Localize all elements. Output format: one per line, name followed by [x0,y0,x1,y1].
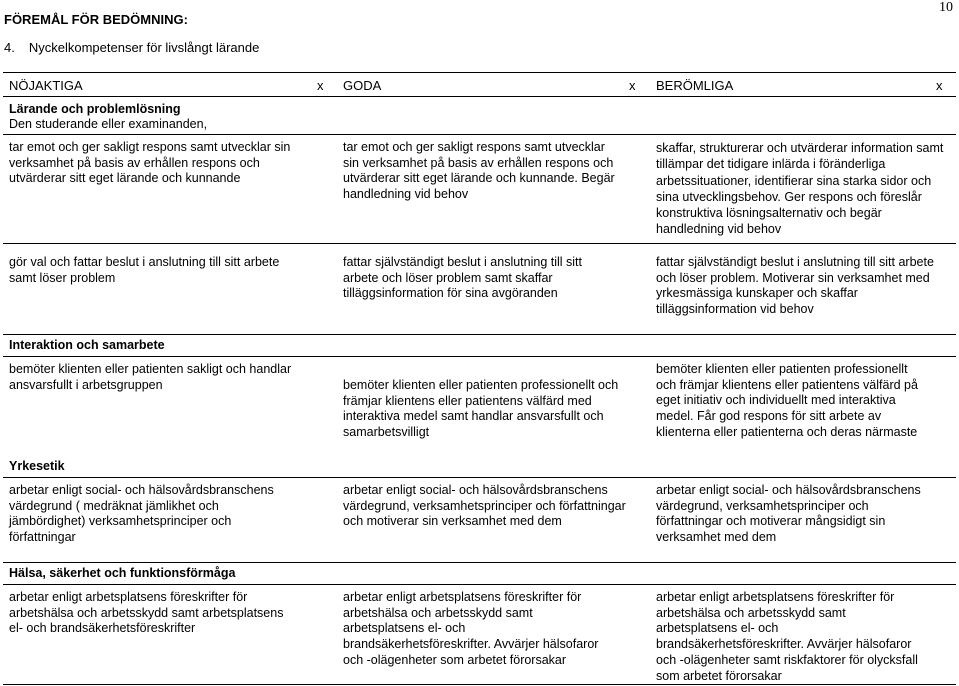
section-rule [3,356,956,357]
column-header-goda: GODA [343,78,382,93]
column-mark-goda: x [629,78,636,93]
criterion-bermliga: arbetar enligt social- och hälsovårdsbranschens värdegrund, verksamhetsprinciper och författningar och motiverar mångsidigt sin verksamhet med dem [656,483,921,545]
page-number: 10 [939,0,953,15]
section-rule [3,562,956,563]
section-title-interaktion: Interaktion och samarbete [9,338,165,352]
criterion-goda: bemöter klienten eller patienten professionellt och främjar klientens eller patientens välfärd med interaktiva medel samt handlar ansvarsfullt och samarbetsvilligt [343,378,619,440]
page-heading: FÖREMÅL FÖR BEDÖMNING: [4,12,188,27]
criterion-goda: arbetar enligt arbetsplatsens föreskrifter för arbetshälsa och arbetsskydd samt arbetsplatsens el- och brandsäkerhetsföreskrifter. Avvärjer hälsofaror och -olägenheter som arbetet förorsakar [343,590,599,667]
criterion-nojaktiga: arbetar enligt social- och hälsovårdsbranschens värdegrund ( medräknat jämlikhet och jämbördighet) verksamhetsprinciper och författningar [9,483,274,545]
section-title-yrkesetik: Yrkesetik [9,459,65,473]
criterion-nojaktiga: tar emot och ger sakligt respons samt utvecklar sin verksamhet på basis av erhållen respons och utvärderar sitt eget lärande och kunnande [9,140,291,186]
column-header-nojaktiga: NÖJAKTIGA [9,78,83,93]
criterion-goda: tar emot och ger sakligt respons samt utvecklar sin verksamhet på basis av erhållen respons och utvärderar sitt eget lärande och kunnande. Begär handledning vid behov [343,140,615,202]
criterion-goda: fattar självständigt beslut i anslutning till sitt arbete och löser problem samt skaffar tilläggsinformation för sina avgöranden [343,255,583,301]
table-header-rule [3,96,956,97]
subheading-text: Nyckelkompetenser för livslångt lärande [28,40,260,55]
table-top-rule [3,72,956,73]
criterion-bermliga: skaffar, strukturerar och utvärderar information samt tillämpar det tidigare inlärda i föränderliga arbetssituationer, identifierar sina starka sidor och sina utvecklingsbehov. Ger respons och föreslår konstruktiva lösningsalternativ och begär handledning vid behov [656,141,944,237]
criterion-nojaktiga: arbetar enligt arbetsplatsens föreskrifter för arbetshälsa och arbetsskydd samt arbetsplatsens el- och brandsäkerhetsföreskrifter [9,590,284,636]
criterion-bermliga: fattar självständigt beslut i anslutning till sitt arbete och löser problem. Motiverar sin verksamhet med yrkesmässiga kunskaper och skaffar tilläggsinformation vid behov [656,255,934,317]
criterion-bermliga: arbetar enligt arbetsplatsens föreskrifter för arbetshälsa och arbetsskydd samt arbetsplatsens el- och brandsäkerhetsföreskrifter. Avvärjer hälsofaror och -olägenheter samt riskfaktorer för olycksfall som arbetet förorsakar [656,590,918,683]
criterion-goda: arbetar enligt social- och hälsovårdsbranschens värdegrund, verksamhetsprinciper och författningar och motiverar sin verksamhet med dem [343,483,626,529]
criterion-nojaktiga: bemöter klienten eller patienten sakligt och handlar ansvarsfullt i arbetsgruppen [9,362,292,392]
section-subheading [4,40,259,55]
section-title-halsa: Hälsa, säkerhet och funktionsförmåga [9,566,236,580]
section-rule [3,477,956,478]
row-rule [3,243,956,244]
criterion-nojaktiga: gör val och fattar beslut i anslutning till sitt arbete samt löser problem [9,255,280,285]
section-title-larande: Lärande och problemlösning [9,102,181,116]
section-rule [3,134,956,135]
section-rule [3,584,956,585]
column-mark-bermliga: x [936,78,943,93]
subheading-number: 4. [4,40,15,55]
section-subtitle-studerande: Den studerande eller examinanden, [9,117,208,131]
column-header-bermliga: BERÖMLIGA [656,78,734,93]
section-rule [3,334,956,335]
criterion-bermliga: bemöter klienten eller patienten professionellt och främjar klientens eller patientens välfärd på eget initiativ och individuellt med interaktiva medel. Får god respons för sitt arbete av klienterna eller patienterna och deras närmaste [656,362,918,439]
column-mark-nojaktiga: x [317,78,324,93]
